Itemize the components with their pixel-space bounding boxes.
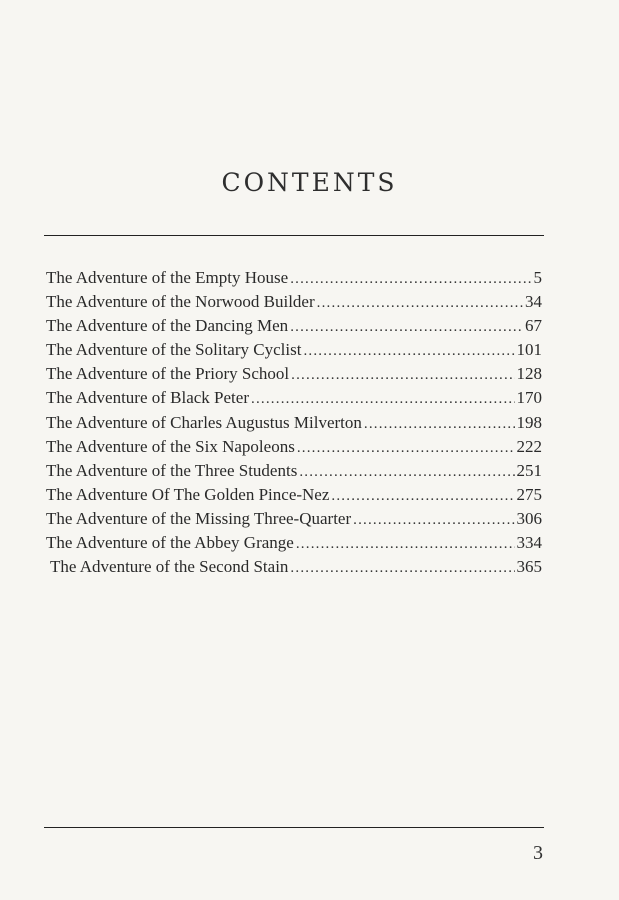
toc-entry — [46, 461, 542, 485]
toc-leader-dots — [290, 271, 531, 288]
toc-entry-title: The Adventure of Charles Augustus Milverton — [46, 412, 362, 432]
toc-leader-dots — [290, 319, 523, 336]
toc-entry-page: 365 — [516, 557, 542, 577]
toc-leader-dots — [290, 560, 514, 577]
toc-entry — [46, 268, 542, 292]
toc-entry-page: 128 — [516, 364, 542, 384]
toc-leader-dots — [291, 367, 514, 384]
toc-entry — [46, 316, 542, 340]
toc-entry — [46, 364, 542, 388]
table-of-contents — [46, 268, 542, 581]
page-number: 3 — [533, 842, 543, 864]
toc-entry-page: 198 — [516, 412, 542, 432]
toc-leader-dots — [297, 440, 515, 457]
toc-leader-dots — [299, 464, 514, 481]
top-rule — [44, 235, 544, 236]
toc-entry-page: 5 — [533, 268, 542, 287]
toc-entry — [46, 292, 542, 316]
toc-entry — [46, 557, 542, 581]
toc-entry-title: The Adventure of the Second Stain — [50, 557, 289, 577]
toc-entry-page: 67 — [525, 316, 542, 336]
toc-entry — [46, 509, 542, 533]
toc-entry-title: The Adventure Of The Golden Pince-Nez — [46, 484, 330, 504]
toc-entry — [46, 388, 542, 412]
toc-entry — [46, 413, 542, 437]
toc-entry-page: 306 — [516, 508, 542, 528]
toc-entry-title: The Adventure of Black Peter — [46, 388, 249, 408]
toc-entry-title: The Adventure of the Six Napoleons — [46, 436, 295, 456]
toc-leader-dots — [331, 488, 514, 505]
toc-entry-page: 251 — [516, 460, 542, 480]
toc-entry-page: 101 — [516, 340, 542, 360]
toc-entry — [46, 485, 542, 509]
toc-entry-page: 34 — [525, 292, 542, 312]
toc-entry-title: The Adventure of the Priory School — [46, 364, 290, 384]
toc-leader-dots — [317, 295, 523, 312]
toc-leader-dots — [364, 416, 515, 433]
toc-leader-dots — [303, 343, 514, 360]
toc-entry — [46, 340, 542, 364]
toc-entry-title: The Adventure of the Solitary Cyclist — [46, 340, 302, 360]
toc-entry-title: The Adventure of the Empty House — [46, 268, 289, 287]
toc-entry-title: The Adventure of the Norwood Builder — [46, 292, 315, 312]
toc-leader-dots — [251, 391, 515, 408]
toc-leader-dots — [296, 536, 515, 553]
toc-entry — [46, 437, 542, 461]
toc-entry-page: 275 — [516, 484, 542, 504]
toc-entry-title: The Adventure of the Abbey Grange — [46, 533, 294, 553]
toc-entry — [46, 533, 542, 557]
toc-entry-page: 222 — [516, 436, 542, 456]
toc-entry-page: 334 — [516, 533, 542, 553]
toc-entry-title: The Adventure of the Dancing Men — [46, 316, 289, 336]
bottom-rule — [44, 827, 544, 828]
contents-heading: CONTENTS — [221, 168, 398, 197]
toc-leader-dots — [353, 512, 514, 529]
toc-entry-title: The Adventure of the Missing Three-Quarter — [46, 508, 352, 528]
toc-entry-page: 170 — [516, 388, 542, 408]
toc-entry-title: The Adventure of the Three Students — [46, 460, 298, 480]
